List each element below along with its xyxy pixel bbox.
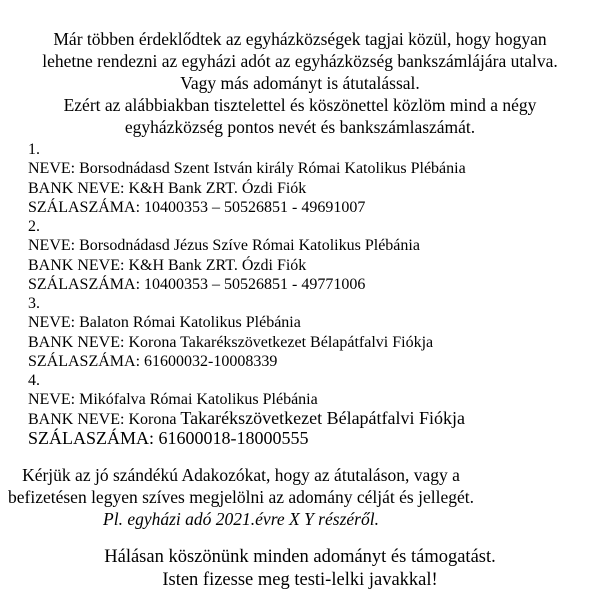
- entry-account-line: SZÁLASZÁMA: 61600018-18000555: [28, 428, 309, 448]
- entry-number: 2.: [28, 218, 40, 235]
- entry-bank-text: BANK NEVE: Korona Takarékszövetkezet Bélapátfalvi Fiókja: [28, 334, 434, 351]
- entry-bank-line: [28, 332, 600, 352]
- entry-bank-text: BANK NEVE: K&H Bank ZRT. Ózdi Fiók: [28, 257, 307, 274]
- thanks-line: Hálásan köszönünk minden adományt és támogatást.: [104, 547, 496, 567]
- parish-account-list: [28, 140, 600, 448]
- parish-entry: [28, 371, 600, 448]
- intro-paragraph: [0, 0, 600, 138]
- entry-number: 3.: [28, 295, 40, 312]
- parish-entry: [28, 294, 600, 371]
- entry-bank-text: BANK NEVE: K&H Bank ZRT. Ózdi Fiók: [28, 180, 307, 197]
- entry-account-line: SZÁLASZÁMA: 10400353 – 50526851 - 49691007: [28, 199, 366, 216]
- example-line: Pl. egyházi adó 2021.évre X Y részéről.: [103, 509, 379, 529]
- parish-entry: [28, 217, 600, 294]
- intro-line: egyházközség pontos nevét és bankszámlaszámát.: [124, 117, 476, 137]
- entry-name-line: NEVE: Balaton Római Katolikus Plébánia: [28, 314, 301, 331]
- closing-paragraph: [6, 464, 476, 530]
- entry-bank-line: [28, 178, 600, 198]
- intro-line: lehetne rendezni az egyházi adót az egyházközség bankszámlájára utalva.: [42, 51, 558, 71]
- entry-name-line: NEVE: Borsodnádasd Szent István király Római Katolikus Plébánia: [28, 160, 466, 177]
- entry-name-line: NEVE: Mikófalva Római Katolikus Plébánia: [28, 391, 318, 408]
- closing-line: befizetésen legyen szíves megjelölni az adomány célját és jellegét.: [8, 487, 474, 507]
- entry-number: 1.: [28, 141, 40, 158]
- parish-entry: [28, 140, 600, 217]
- intro-line: Ezért az alábbiakban tisztelettel és köszönettel közlöm mind a négy: [63, 95, 537, 115]
- thanks-paragraph: [0, 546, 600, 590]
- entry-bank-line: [28, 255, 600, 275]
- entry-name-line: NEVE: Borsodnádasd Jézus Szíve Római Katolikus Plébánia: [28, 237, 420, 254]
- intro-line: Vagy más adományt is átutalással.: [180, 73, 420, 93]
- entry-bank-line: [28, 409, 600, 429]
- entry-number: 4.: [28, 372, 40, 389]
- entry-account-line: SZÁLASZÁMA: 61600032-10008339: [28, 353, 278, 370]
- entry-bank-text-large: Takarékszövetkezet Bélapátfalvi Fiókja: [180, 408, 466, 428]
- thanks-line: Isten fizesse meg testi-lelki javakkal!: [162, 570, 438, 590]
- entry-bank-text: BANK NEVE: Korona: [28, 411, 181, 428]
- intro-line: Már többen érdeklődtek az egyházközségek tagjai közül, hogy hogyan: [53, 29, 547, 49]
- closing-line: Kérjük az jó szándékú Adakozókat, hogy az átutaláson, vagy a: [22, 465, 460, 485]
- entry-account-line: SZÁLASZÁMA: 10400353 – 50526851 - 49771006: [28, 276, 366, 293]
